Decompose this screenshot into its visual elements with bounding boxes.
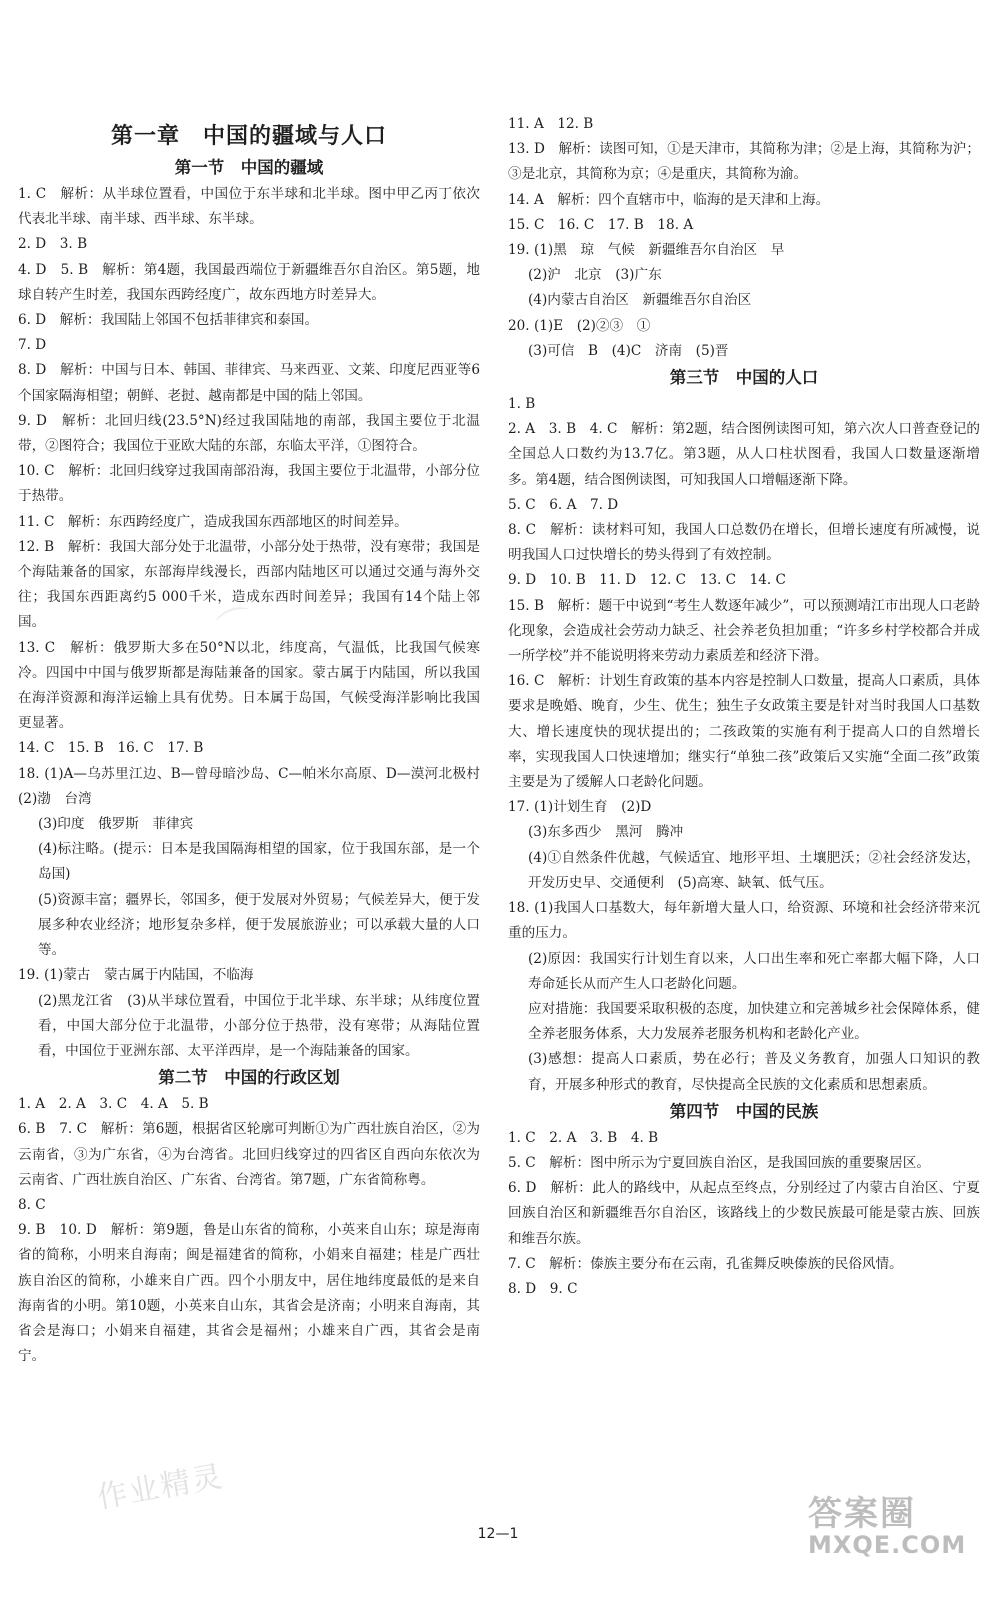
answer-subitem: (3)可信 B (4)C 济南 (5)晋 [528, 342, 729, 359]
answer-item [508, 947, 980, 997]
answer-item [18, 989, 480, 1065]
answer-item: 1. C 解析：从半球位置看，中国位于东半球和北半球。图中甲乙丙丁依次代表北半球、南半球、西半球、东半球。 [18, 186, 480, 228]
answer-item: 13. D 解析：读图可知，①是天津市，其简称为津；②是上海，其简称为沪；③是北京，其简称为京；④是重庆，其简称为渝。 [508, 141, 980, 183]
answer-item: 17. (1)计划生育 (2)D [508, 799, 652, 816]
answer-item: 8. C 解析：读材料可知，我国人口总数仍在增长，但增长速度有所减慢，说明我国人口过快增长的势头得到了有效控制。 [508, 522, 980, 564]
section-title-3: 第三节 中国的人口 [669, 368, 819, 388]
answer-item: 2. A 3. B 4. C 解析：第2题，结合图例读图可知，第六次人口普查登记的全国总人口数约为13.7亿。第3题，从人口柱状图看，我国人口数量逐渐增多。第4题，结合图例读图，可知我国人口增幅逐渐下降。 [508, 421, 980, 488]
answer-item: 6. D 解析：此人的路线中，从起点至终点，分别经过了内蒙古自治区、宁夏回族自治区和新疆维吾尔自治区，该路线上的少数民族最可能是蒙古族、回族和维吾尔族。 [508, 1180, 980, 1247]
answer-item: 1. A 2. A 3. C 4. A 5. B [18, 1096, 209, 1113]
answer-item [508, 263, 980, 288]
answer-item [508, 846, 980, 896]
answer-item [18, 837, 480, 887]
answer-item: 18. (1)A—乌苏里江边、B—曾母暗沙岛、C—帕米尔高原、D—漠河北极村 (2)渤 台湾 [18, 765, 494, 807]
answer-item: 9. B 10. D 解析：第9题，鲁是山东省的简称，小英来自山东；琼是海南省的简称，小明来自海南；闽是福建省的简称，小娟来自福建；桂是广西壮族自治区的简称，小雄来自广西。四个小朋友中，居住地纬度最低的是来自海南省的小明。第10题，小英来自山东，其省会是济南；小明来自海南，其省会是海口；小娟来自福建，其省会是福州；小雄来自广西，其省会是南宁。 [18, 1222, 480, 1365]
answer-item: 19. (1)黑 琼 气候 新疆维吾尔自治区 早 [508, 242, 785, 259]
right-column [508, 112, 980, 1302]
watermark-left-logo: 作业精灵 [94, 1459, 227, 1516]
watermark-right-logo [808, 1486, 980, 1586]
watermark-faint: ⌒ [213, 601, 260, 651]
answer-item [18, 888, 480, 964]
answer-item: 2. D 3. B [18, 236, 88, 253]
answer-subitem: (3)感想：提高人口素质，势在必行；普及义务教育，加强人口知识的教育，开展多种形式的教育，尽快提高全民族的文化素质和思想素质。 [528, 1051, 980, 1093]
watermark-right-top: 答案圈 [808, 1494, 916, 1534]
answer-item: 8. D 9. C [508, 1280, 578, 1297]
answer-item: 8. D 解析：中国与日本、韩国、菲律宾、马来西亚、文莱、印度尼西亚等6个国家隔海相望；朝鲜、老挝、越南都是中国的陆上邻国。 [18, 362, 480, 404]
answer-item: 14. A 解析：四个直辖市中，临海的是天津和上海。 [508, 191, 830, 208]
section-title-2: 第二节 中国的行政区划 [158, 1068, 340, 1088]
answer-item: 1. C 2. A 3. B 4. B [508, 1129, 659, 1146]
answer-subitem: (4)内蒙古自治区 新疆维吾尔自治区 [528, 292, 752, 309]
section-title-4: 第四节 中国的民族 [669, 1101, 819, 1121]
answer-subitem: (3)东多西少 黑河 腾冲 [528, 824, 684, 841]
answer-item: 10. C 解析：北回归线穿过我国南部沿海，我国主要位于北温带，小部分位于热带。 [18, 463, 480, 505]
answer-item: 11. C 解析：东西跨经度广，造成我国东西部地区的时间差异。 [18, 513, 408, 530]
answer-subitem: 应对措施：我国要采取积极的态度，加快建立和完善城乡社会保障体系，健全养老服务体系，大力发展养老服务机构和老龄化产业。 [528, 1000, 980, 1043]
answer-item [508, 820, 980, 845]
answer-item: 13. C 解析：俄罗斯大多在50°N以北，纬度高，气温低，比我国气候寒冷。四国中中国与俄罗斯都是海陆兼备的国家。蒙古属于内陆国，所以我国在海洋资源和海洋运输上具有优势。日本属于岛国，气候受海洋影响比我国更显著。 [18, 639, 480, 732]
answer-subitem: (5)资源丰富；疆界长，邻国多，便于发展对外贸易；气候差异大，便于发展多种农业经济；地形复杂多样，便于发展旅游业；可以承载大量的人口等。 [38, 891, 480, 959]
answer-subitem: (3)印度 俄罗斯 菲律宾 [38, 816, 194, 833]
answer-item: 12. B 解析：我国大部分处于北温带，小部分处于热带，没有寒带；我国是个海陆兼备的国家，东部海岸线漫长，西部内陆地区可以通过交通与海外交往；我国东西距离约5 000千米，造成东西时间差异；我国有14个陆上邻国。 [18, 538, 480, 631]
answer-item: 15. B 解析：题干中说到“考生人数逐年减少”，可以预测靖江市出现人口老龄化现象，会造成社会劳动力缺乏、社会养老负担加重；“许多乡村学校都合并成一所学校”并不能说明将来劳动力素质差和经济下滑。 [508, 597, 980, 665]
answer-subitem: (2)原因：我国实行计划生育以来，人口出生率和死亡率都大幅下降，人口寿命延长从而产生人口老龄化问题。 [528, 950, 980, 992]
answer-item [508, 339, 980, 364]
answer-item: 7. D [18, 337, 47, 354]
answer-item: 20. (1)E (2)②③ ① [508, 317, 651, 334]
answer-item [18, 812, 480, 837]
answer-subitem: (4)①自然条件优越，气候适宜、地形平坦、土壤肥沃；②社会经济发达，开发历史早、交通便利 (5)高寒、缺氧、低气压。 [528, 849, 980, 891]
answer-item: 6. B 7. C 解析：第6题，根据省区轮廓可判断①为广西壮族自治区，②为云南省，③为广东省，④为台湾省。北回归线穿过的四省区自西向东依次为云南省、广西壮族自治区、广东省、台湾省。第7题，广东省简称粤。 [18, 1121, 480, 1188]
answer-item: 7. C 解析：傣族主要分布在云南，孔雀舞反映傣族的民俗风情。 [508, 1255, 903, 1272]
section-title-1: 第一节 中国的疆域 [174, 158, 324, 177]
answer-item: 6. D 解析：我国陆上邻国不包括菲律宾和泰国。 [18, 312, 319, 329]
left-column [18, 112, 494, 1369]
answer-item: 14. C 15. B 16. C 17. B [18, 740, 204, 757]
watermark-right-bottom: MXQE.COM [808, 1531, 967, 1559]
answer-item: 16. C 解析：计划生育政策的基本内容是控制人口数量，提高人口素质，具体要求是晚婚、晚育，少生、优生；独生子女政策主要是针对当时我国人口基数大、增长速度快的现状提出的；二孩政策的实施有利于提高人口的自然增长率，实现我国人口快速增加；继实行“单独二孩”政策后又实施“全面二孩”政策主要是为了缓解人口老龄化问题。 [508, 673, 980, 791]
answer-item: 8. C [18, 1196, 46, 1213]
answer-item: 11. A 12. B [508, 116, 594, 132]
answer-item: 5. C 解析：图中所示为宁夏回族自治区，是我国回族的重要聚居区。 [508, 1154, 930, 1171]
chapter-title: 第一章 中国的疆域与人口 [110, 124, 387, 149]
answer-item: 4. D 5. B 解析：第4题，我国最西端位于新疆维吾尔自治区。第5题，地球自转产生时差，我国东西跨经度广，故东西地方时差异大。 [18, 261, 480, 303]
answer-item: 19. (1)蒙古 蒙古属于内陆国，不临海 [18, 967, 254, 984]
answer-item: 15. C 16. C 17. B 18. A [508, 216, 694, 233]
page-number: 12—1 [477, 1526, 519, 1542]
answer-item: 9. D 解析：北回归线(23.5°N)经过我国陆地的南部，我国主要位于北温带，②图符合；我国位于亚欧大陆的东部，东临太平洋，①图符合。 [18, 412, 480, 455]
answer-subitem: (4)标注略。(提示：日本是我国隔海相望的国家，位于我国东部，是一个岛国) [38, 841, 480, 883]
answer-item: 9. D 10. B 11. D 12. C 13. C 14. C [508, 572, 786, 589]
answer-subitem: (2)黑龙江省 (3)从半球位置看，中国位于北半球、东半球；从纬度位置看，中国大部分位于北温带，小部分位于热带，没有寒带；从海陆位置看，中国位于亚洲东部、太平洋西岸，是一个海陆兼备的国家。 [38, 992, 480, 1059]
answer-subitem: (2)沪 北京 (3)广东 [528, 267, 662, 284]
answer-item: 1. B [508, 396, 536, 413]
answer-item [508, 997, 980, 1047]
answer-item: 5. C 6. A 7. D [508, 496, 619, 513]
answer-item: 18. (1)我国人口基数大，每年新增大量人口，给资源、环境和社会经济带来沉重的压力。 [508, 900, 980, 942]
answer-item [508, 1047, 980, 1097]
answer-item [508, 288, 980, 313]
